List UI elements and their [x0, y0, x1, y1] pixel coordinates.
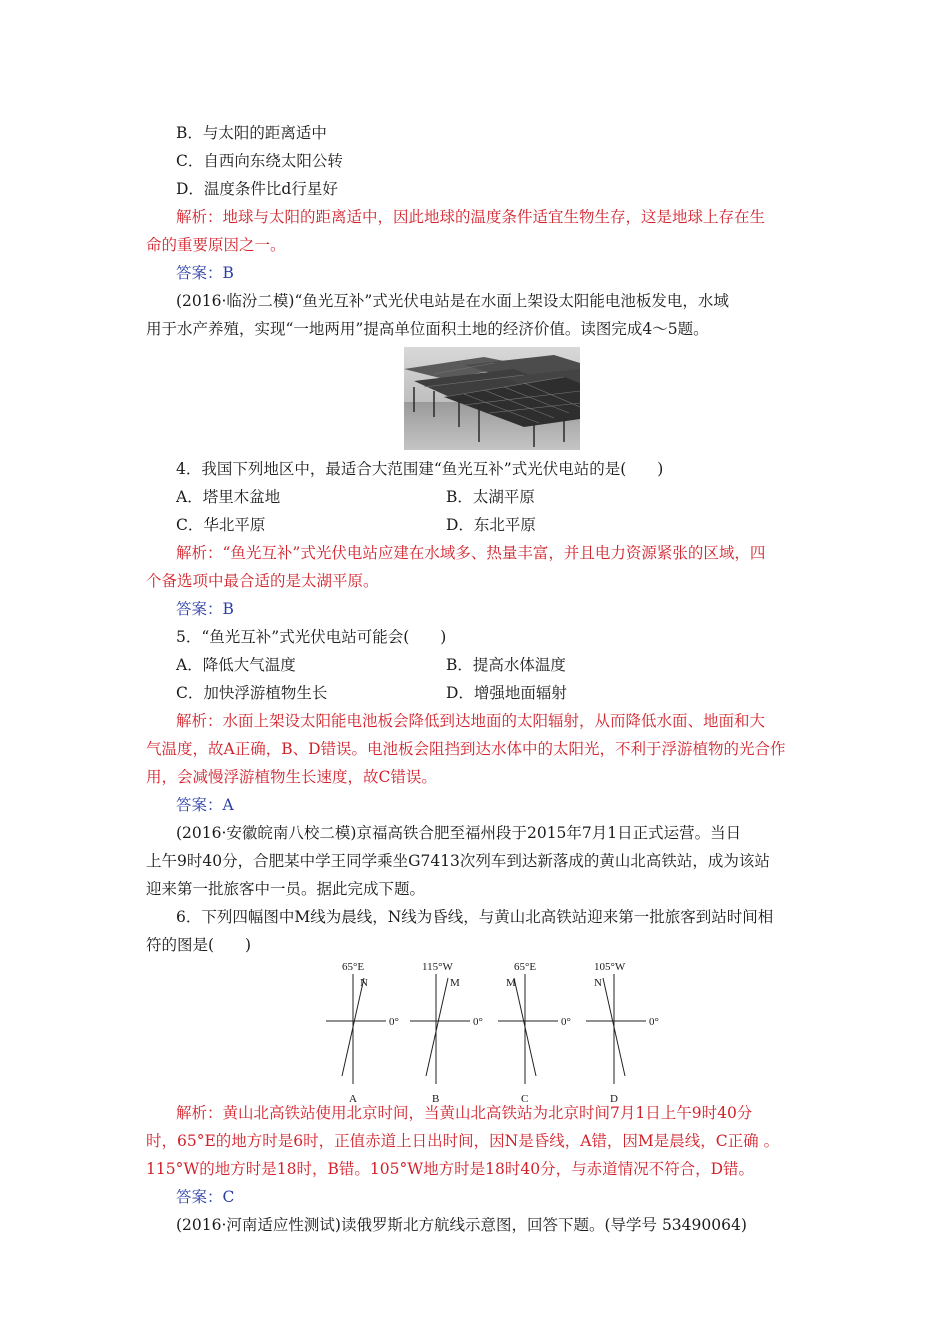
intro6-line2: 上午9时40分，合肥某中学王同学乘坐G7413次列车到达新落成的黄山北高铁站，成为该站 [146, 852, 770, 870]
intro45-line1: (2016·临汾二模)“鱼光互补”式光伏电站是在水面上架设太阳能电池板发电，水域 [176, 292, 729, 310]
q5-stem: 5．“鱼光互补”式光伏电站可能会( ) [176, 628, 447, 646]
q4-analysis-line2: 个备选项中最合适的是太湖平原。 [146, 572, 379, 590]
diagram-d [586, 961, 659, 1105]
diagram-b-equator-label: 0° [473, 1016, 483, 1028]
q4-option-b: B．太湖平原 [446, 488, 535, 506]
diagram-a-meridian-label: 65°E [342, 961, 365, 973]
q4-option-a: A．塔里木盆地 [176, 488, 281, 506]
diagram-a-line-label: N [360, 977, 368, 989]
diagram-c-meridian-label: 65°E [514, 961, 537, 973]
intro7-line1: (2016·河南适应性测试)读俄罗斯北方航线示意图，回答下题。(导学号 53490064) [176, 1216, 747, 1234]
q5-option-a: A．降低大气温度 [176, 656, 296, 674]
intro6-line3: 迎来第一批旅客中一员。据此完成下题。 [146, 880, 426, 898]
diagram-d-line-label: N [594, 977, 602, 989]
q5-analysis-line3: 用，会减慢浮游植物生长速度，故C错误。 [146, 768, 437, 786]
diagram-a [326, 961, 399, 1105]
q5-answer: 答案：A [176, 796, 234, 814]
diagram-b-meridian-label: 115°W [422, 961, 453, 973]
diagram-c-letter: C [521, 1093, 529, 1105]
solar-station-photo [404, 347, 580, 450]
q4-answer: 答案：B [176, 600, 234, 618]
intro6-line1: (2016·安徽皖南八校二模)京福高铁合肥至福州段于2015年7月1日正式运营。当日 [176, 824, 742, 842]
q4-option-d: D．东北平原 [446, 516, 536, 534]
diagram-d-meridian-label: 105°W [594, 961, 626, 973]
q6-stem-line1: 6．下列四幅图中M线为晨线，N线为昏线，与黄山北高铁站迎来第一批旅客到站时间相 [176, 908, 774, 926]
q6-analysis-line3: 115°W的地方时是18时，B错。105°W地方时是18时40分，与赤道情况不符合，D错。 [146, 1160, 755, 1178]
q5-option-b: B．提高水体温度 [446, 656, 566, 674]
terminator-diagrams [318, 958, 670, 1108]
q3-option-d: D．温度条件比d行星好 [176, 180, 338, 198]
diagram-b-line-label: M [450, 977, 460, 989]
q6-analysis-line2: 时，65°E的地方时是6时，正值赤道上日出时间，因N是昏线，A错，因M是晨线，C正确 。 [146, 1132, 780, 1150]
q3-analysis-line1: 解析：地球与太阳的距离适中，因此地球的温度条件适宜生物生存，这是地球上存在生 [176, 208, 766, 226]
q6-analysis-line1: 解析：黄山北高铁站使用北京时间，当黄山北高铁站为北京时间7月1日上午9时40分 [176, 1104, 753, 1122]
q4-option-c: C．华北平原 [176, 516, 266, 534]
q5-analysis-line2: 气温度，故A正确，B、D错误。电池板会阻挡到达水体中的太阳光，不利于浮游植物的光合作 [146, 740, 786, 758]
q5-option-c: C．加快浮游植物生长 [176, 684, 328, 702]
q3-analysis-line2: 命的重要原因之一。 [146, 236, 286, 254]
q5-option-d: D．增强地面辐射 [446, 684, 567, 702]
diagram-b-letter: B [432, 1093, 440, 1105]
diagram-c-line-label: M [506, 977, 516, 989]
intro45-line2: 用于水产养殖，实现“一地两用”提高单位面积土地的经济价值。读图完成4～5题。 [146, 320, 709, 338]
diagram-d-equator-label: 0° [649, 1016, 659, 1028]
q4-stem: 4．我国下列地区中，最适合大范围建“鱼光互补”式光伏电站的是( ) [176, 460, 664, 478]
q3-answer: 答案：B [176, 264, 234, 282]
diagram-a-equator-label: 0° [389, 1016, 399, 1028]
q5-analysis-line1: 解析：水面上架设太阳能电池板会降低到达地面的太阳辐射，从而降低水面、地面和大 [176, 712, 766, 730]
diagram-d-letter: D [610, 1093, 618, 1105]
q4-analysis-line1: 解析：“鱼光互补”式光伏电站应建在水域多、热量丰富，并且电力资源紧张的区域，四 [176, 544, 766, 562]
diagram-a-letter: A [349, 1093, 357, 1105]
q3-option-b: B．与太阳的距离适中 [176, 124, 327, 142]
diagram-b [410, 961, 483, 1105]
q6-answer: 答案：C [176, 1188, 235, 1206]
q6-stem-line2: 符的图是( ) [146, 936, 252, 954]
diagram-c [498, 961, 571, 1105]
diagram-c-equator-label: 0° [561, 1016, 571, 1028]
q3-option-c: C．自西向东绕太阳公转 [176, 152, 343, 170]
